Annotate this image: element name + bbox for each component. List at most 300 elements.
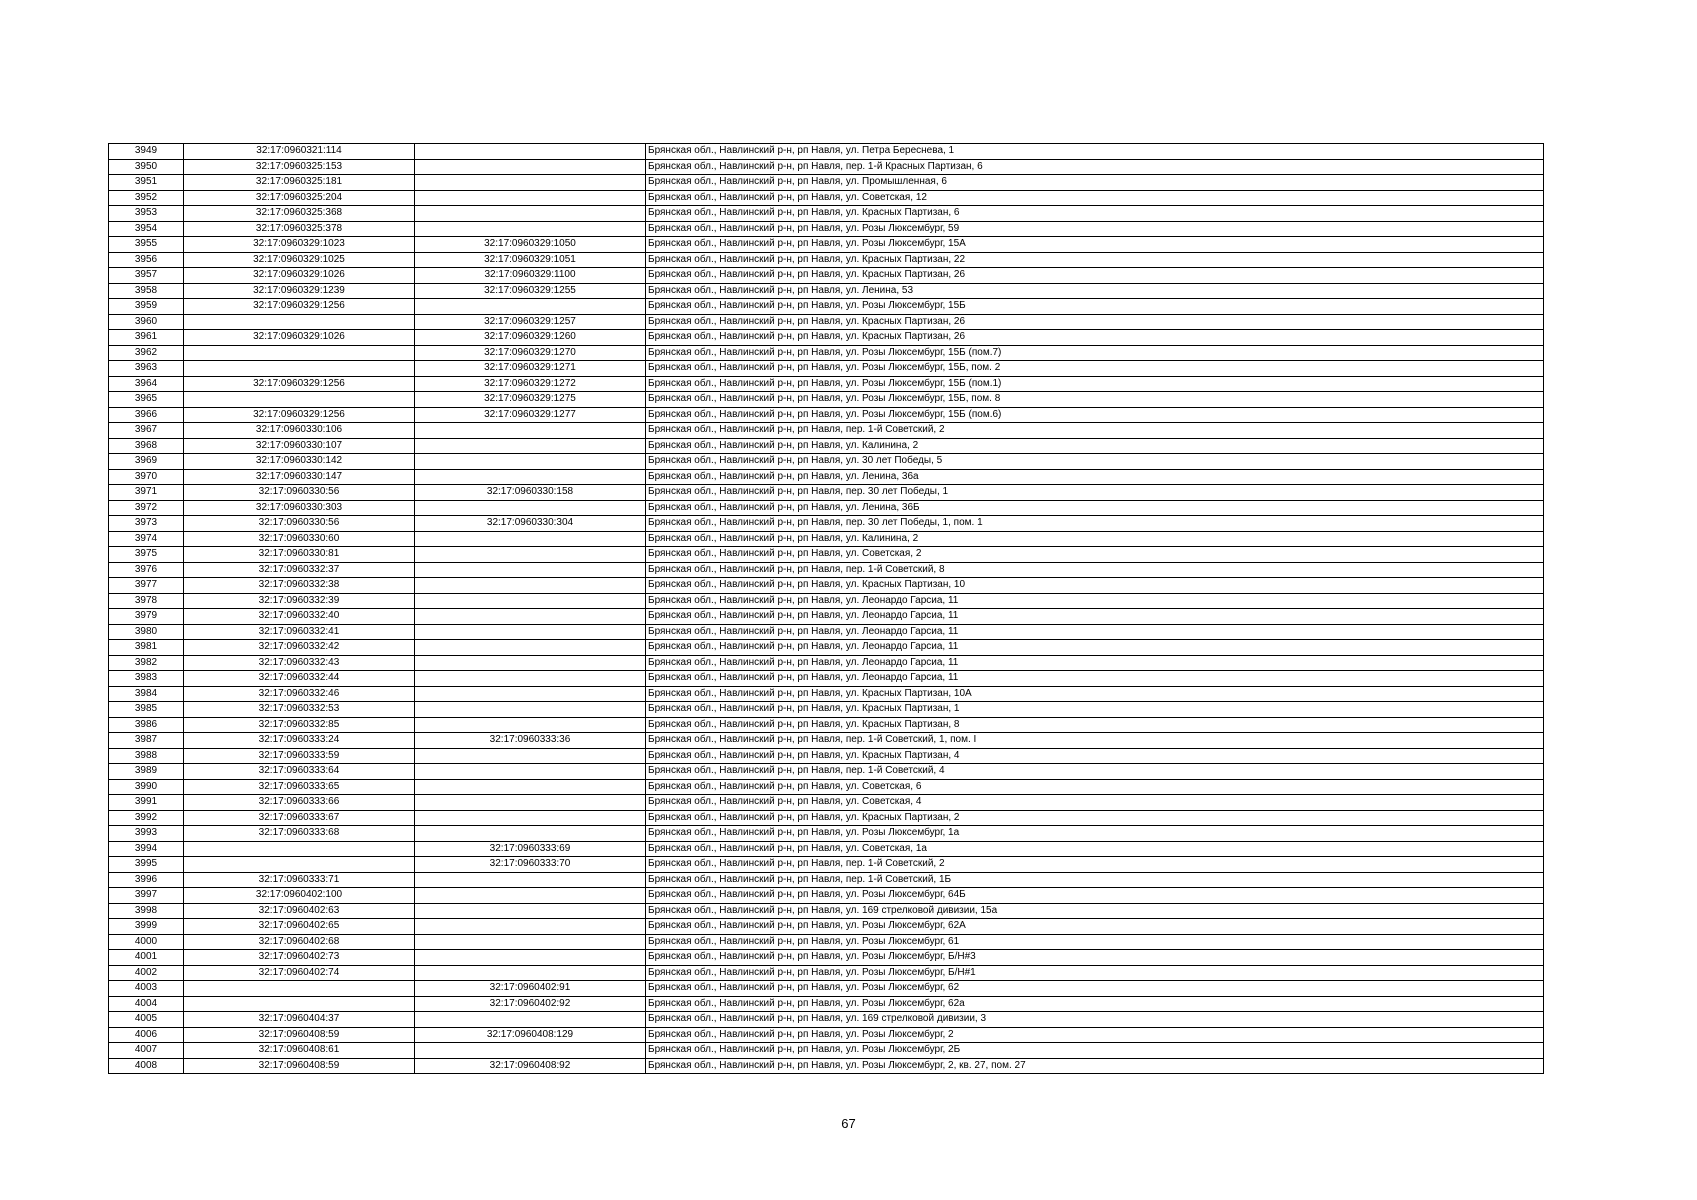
address-cell: Брянская обл., Навлинский р-н, рп Навля, пер. 1-й Советский, 4 (646, 764, 1544, 780)
table-row (109, 330, 1544, 346)
cadastral-number-cell: 32:17:0960333:59 (184, 748, 415, 764)
row-number-cell: 3960 (109, 314, 184, 330)
address-cell: Брянская обл., Навлинский р-н, рп Навля, ул. Розы Люксембург, 2, кв. 27, пом. 27 (646, 1058, 1544, 1074)
related-cadastral-number-cell: 32:17:0960333:69 (415, 841, 646, 857)
cadastral-number-cell: 32:17:0960330:56 (184, 485, 415, 501)
row-number-cell: 3965 (109, 392, 184, 408)
address-cell: Брянская обл., Навлинский р-н, рп Навля, пер. 1-й Советский, 8 (646, 562, 1544, 578)
related-cadastral-number-cell (415, 1043, 646, 1059)
row-number-cell: 3989 (109, 764, 184, 780)
row-number-cell: 3985 (109, 702, 184, 718)
related-cadastral-number-cell (415, 609, 646, 625)
related-cadastral-number-cell (415, 903, 646, 919)
related-cadastral-number-cell (415, 206, 646, 222)
related-cadastral-number-cell (415, 965, 646, 981)
cadastral-number-cell: 32:17:0960329:1023 (184, 237, 415, 253)
table-row (109, 237, 1544, 253)
address-cell: Брянская обл., Навлинский р-н, рп Навля, ул. Советская, 4 (646, 795, 1544, 811)
address-cell: Брянская обл., Навлинский р-н, рп Навля, ул. Розы Люксембург, Б/Н#1 (646, 965, 1544, 981)
related-cadastral-number-cell (415, 888, 646, 904)
table-row (109, 795, 1544, 811)
address-cell: Брянская обл., Навлинский р-н, рп Навля, ул. Розы Люксембург, Б/Н#3 (646, 950, 1544, 966)
table-row (109, 1012, 1544, 1028)
row-number-cell: 4008 (109, 1058, 184, 1074)
cadastral-table (108, 143, 1544, 1074)
row-number-cell: 3958 (109, 283, 184, 299)
row-number-cell: 3950 (109, 159, 184, 175)
cadastral-number-cell: 32:17:0960330:106 (184, 423, 415, 439)
table-row (109, 469, 1544, 485)
address-cell: Брянская обл., Навлинский р-н, рп Навля, ул. Советская, 1а (646, 841, 1544, 857)
cadastral-number-cell: 32:17:0960321:114 (184, 144, 415, 160)
table-row (109, 609, 1544, 625)
address-cell: Брянская обл., Навлинский р-н, рп Навля, ул. Розы Люксембург, 15А (646, 237, 1544, 253)
address-cell: Брянская обл., Навлинский р-н, рп Навля, ул. Розы Люксембург, 59 (646, 221, 1544, 237)
address-cell: Брянская обл., Навлинский р-н, рп Навля, ул. Красных Партизан, 4 (646, 748, 1544, 764)
cadastral-number-cell: 32:17:0960332:40 (184, 609, 415, 625)
row-number-cell: 3967 (109, 423, 184, 439)
table-row (109, 950, 1544, 966)
table-row (109, 686, 1544, 702)
address-cell: Брянская обл., Навлинский р-н, рп Навля, ул. Ленина, 36а (646, 469, 1544, 485)
row-number-cell: 3987 (109, 733, 184, 749)
cadastral-number-cell (184, 981, 415, 997)
row-number-cell: 3975 (109, 547, 184, 563)
related-cadastral-number-cell (415, 717, 646, 733)
related-cadastral-number-cell (415, 500, 646, 516)
row-number-cell: 3991 (109, 795, 184, 811)
related-cadastral-number-cell (415, 779, 646, 795)
table-row (109, 717, 1544, 733)
table-row (109, 934, 1544, 950)
address-cell: Брянская обл., Навлинский р-н, рп Навля, ул. Советская, 2 (646, 547, 1544, 563)
related-cadastral-number-cell: 32:17:0960402:92 (415, 996, 646, 1012)
row-number-cell: 3992 (109, 810, 184, 826)
cadastral-number-cell: 32:17:0960408:59 (184, 1058, 415, 1074)
table-row (109, 655, 1544, 671)
row-number-cell: 3973 (109, 516, 184, 532)
table-row (109, 547, 1544, 563)
address-cell: Брянская обл., Навлинский р-н, рп Навля, ул. Розы Люксембург, 15Б (пом.6) (646, 407, 1544, 423)
cadastral-number-cell (184, 314, 415, 330)
related-cadastral-number-cell (415, 159, 646, 175)
cadastral-number-cell (184, 996, 415, 1012)
related-cadastral-number-cell (415, 190, 646, 206)
address-cell: Брянская обл., Навлинский р-н, рп Навля, ул. Леонардо Гарсиа, 11 (646, 671, 1544, 687)
cadastral-number-cell: 32:17:0960329:1239 (184, 283, 415, 299)
row-number-cell: 3984 (109, 686, 184, 702)
cadastral-number-cell: 32:17:0960329:1256 (184, 376, 415, 392)
cadastral-number-cell: 32:17:0960402:68 (184, 934, 415, 950)
row-number-cell: 3951 (109, 175, 184, 191)
related-cadastral-number-cell: 32:17:0960329:1277 (415, 407, 646, 423)
row-number-cell: 3957 (109, 268, 184, 284)
related-cadastral-number-cell (415, 547, 646, 563)
related-cadastral-number-cell: 32:17:0960329:1050 (415, 237, 646, 253)
address-cell: Брянская обл., Навлинский р-н, рп Навля, ул. Красных Партизан, 1 (646, 702, 1544, 718)
cadastral-number-cell: 32:17:0960402:73 (184, 950, 415, 966)
address-cell: Брянская обл., Навлинский р-н, рп Навля, пер. 1-й Красных Партизан, 6 (646, 159, 1544, 175)
cadastral-number-cell: 32:17:0960325:153 (184, 159, 415, 175)
table-row (109, 454, 1544, 470)
cadastral-number-cell: 32:17:0960332:42 (184, 640, 415, 656)
cadastral-number-cell: 32:17:0960408:61 (184, 1043, 415, 1059)
address-cell: Брянская обл., Навлинский р-н, рп Навля, ул. Красных Партизан, 8 (646, 717, 1544, 733)
related-cadastral-number-cell (415, 578, 646, 594)
table-row (109, 857, 1544, 873)
row-number-cell: 3972 (109, 500, 184, 516)
address-cell: Брянская обл., Навлинский р-н, рп Навля, ул. Розы Люксембург, 15Б, пом. 8 (646, 392, 1544, 408)
address-cell: Брянская обл., Навлинский р-н, рп Навля, пер. 1-й Советский, 1, пом. I (646, 733, 1544, 749)
table-row (109, 578, 1544, 594)
address-cell: Брянская обл., Навлинский р-н, рп Навля, ул. Леонардо Гарсиа, 11 (646, 593, 1544, 609)
cadastral-number-cell: 32:17:0960333:65 (184, 779, 415, 795)
related-cadastral-number-cell (415, 1012, 646, 1028)
cadastral-number-cell: 32:17:0960332:53 (184, 702, 415, 718)
address-cell: Брянская обл., Навлинский р-н, рп Навля, ул. Розы Люксембург, 15Б (646, 299, 1544, 315)
table-row (109, 702, 1544, 718)
row-number-cell: 4005 (109, 1012, 184, 1028)
related-cadastral-number-cell: 32:17:0960329:1272 (415, 376, 646, 392)
row-number-cell: 3953 (109, 206, 184, 222)
related-cadastral-number-cell: 32:17:0960329:1257 (415, 314, 646, 330)
table-row (109, 531, 1544, 547)
row-number-cell: 3990 (109, 779, 184, 795)
related-cadastral-number-cell (415, 562, 646, 578)
address-cell: Брянская обл., Навлинский р-н, рп Навля, ул. Красных Партизан, 2 (646, 810, 1544, 826)
row-number-cell: 4007 (109, 1043, 184, 1059)
related-cadastral-number-cell: 32:17:0960402:91 (415, 981, 646, 997)
address-cell: Брянская обл., Навлинский р-н, рп Навля, ул. Розы Люксембург, 2Б (646, 1043, 1544, 1059)
row-number-cell: 3963 (109, 361, 184, 377)
row-number-cell: 4001 (109, 950, 184, 966)
address-cell: Брянская обл., Навлинский р-н, рп Навля, ул. Советская, 12 (646, 190, 1544, 206)
table-row (109, 345, 1544, 361)
related-cadastral-number-cell (415, 423, 646, 439)
table-row (109, 1058, 1544, 1074)
address-cell: Брянская обл., Навлинский р-н, рп Навля, пер. 1-й Советский, 2 (646, 857, 1544, 873)
table-row (109, 624, 1544, 640)
table-row (109, 190, 1544, 206)
row-number-cell: 3999 (109, 919, 184, 935)
row-number-cell: 3997 (109, 888, 184, 904)
related-cadastral-number-cell (415, 454, 646, 470)
address-cell: Брянская обл., Навлинский р-н, рп Навля, пер. 30 лет Победы, 1, пом. 1 (646, 516, 1544, 532)
address-cell: Брянская обл., Навлинский р-н, рп Навля, ул. Ленина, 53 (646, 283, 1544, 299)
row-number-cell: 3949 (109, 144, 184, 160)
cadastral-number-cell: 32:17:0960333:66 (184, 795, 415, 811)
related-cadastral-number-cell (415, 950, 646, 966)
cadastral-number-cell: 32:17:0960332:38 (184, 578, 415, 594)
cadastral-number-cell: 32:17:0960333:24 (184, 733, 415, 749)
row-number-cell: 3994 (109, 841, 184, 857)
cadastral-number-cell: 32:17:0960332:85 (184, 717, 415, 733)
address-cell: Брянская обл., Навлинский р-н, рп Навля, ул. Леонардо Гарсиа, 11 (646, 609, 1544, 625)
related-cadastral-number-cell (415, 764, 646, 780)
row-number-cell: 3998 (109, 903, 184, 919)
related-cadastral-number-cell (415, 702, 646, 718)
related-cadastral-number-cell (415, 299, 646, 315)
table-row (109, 252, 1544, 268)
cadastral-number-cell (184, 841, 415, 857)
row-number-cell: 3996 (109, 872, 184, 888)
address-cell: Брянская обл., Навлинский р-н, рп Навля, ул. Леонардо Гарсиа, 11 (646, 640, 1544, 656)
cadastral-number-cell: 32:17:0960332:44 (184, 671, 415, 687)
related-cadastral-number-cell (415, 438, 646, 454)
cadastral-number-cell: 32:17:0960333:67 (184, 810, 415, 826)
cadastral-number-cell: 32:17:0960325:181 (184, 175, 415, 191)
address-cell: Брянская обл., Навлинский р-н, рп Навля, ул. Красных Партизан, 22 (646, 252, 1544, 268)
cadastral-number-cell (184, 857, 415, 873)
row-number-cell: 3995 (109, 857, 184, 873)
table-row (109, 221, 1544, 237)
row-number-cell: 3956 (109, 252, 184, 268)
address-cell: Брянская обл., Навлинский р-н, рп Навля, ул. Красных Партизан, 6 (646, 206, 1544, 222)
address-cell: Брянская обл., Навлинский р-н, рп Навля, ул. Советская, 6 (646, 779, 1544, 795)
row-number-cell: 3964 (109, 376, 184, 392)
cadastral-number-cell: 32:17:0960402:63 (184, 903, 415, 919)
related-cadastral-number-cell: 32:17:0960329:1260 (415, 330, 646, 346)
address-cell: Брянская обл., Навлинский р-н, рп Навля, ул. 30 лет Победы, 5 (646, 454, 1544, 470)
row-number-cell: 3970 (109, 469, 184, 485)
table-row (109, 314, 1544, 330)
related-cadastral-number-cell (415, 144, 646, 160)
table-row (109, 764, 1544, 780)
address-cell: Брянская обл., Навлинский р-н, рп Навля, ул. Розы Люксембург, 2 (646, 1027, 1544, 1043)
row-number-cell: 3961 (109, 330, 184, 346)
row-number-cell: 3969 (109, 454, 184, 470)
table-row (109, 516, 1544, 532)
table-row (109, 671, 1544, 687)
cadastral-number-cell: 32:17:0960332:41 (184, 624, 415, 640)
cadastral-number-cell: 32:17:0960333:64 (184, 764, 415, 780)
related-cadastral-number-cell (415, 469, 646, 485)
address-cell: Брянская обл., Навлинский р-н, рп Навля, ул. Красных Партизан, 26 (646, 330, 1544, 346)
row-number-cell: 4003 (109, 981, 184, 997)
cadastral-number-cell: 32:17:0960329:1256 (184, 299, 415, 315)
address-cell: Брянская обл., Навлинский р-н, рп Навля, ул. 169 стрелковой дивизии, 15а (646, 903, 1544, 919)
related-cadastral-number-cell (415, 531, 646, 547)
row-number-cell: 3968 (109, 438, 184, 454)
row-number-cell: 3959 (109, 299, 184, 315)
address-cell: Брянская обл., Навлинский р-н, рп Навля, ул. Промышленная, 6 (646, 175, 1544, 191)
related-cadastral-number-cell (415, 810, 646, 826)
related-cadastral-number-cell: 32:17:0960329:1270 (415, 345, 646, 361)
cadastral-number-cell: 32:17:0960333:71 (184, 872, 415, 888)
related-cadastral-number-cell (415, 795, 646, 811)
cadastral-number-cell: 32:17:0960329:1026 (184, 330, 415, 346)
table-row (109, 268, 1544, 284)
cadastral-number-cell: 32:17:0960325:378 (184, 221, 415, 237)
row-number-cell: 3981 (109, 640, 184, 656)
cadastral-number-cell: 32:17:0960330:81 (184, 547, 415, 563)
table-row (109, 485, 1544, 501)
table-row (109, 640, 1544, 656)
related-cadastral-number-cell (415, 624, 646, 640)
related-cadastral-number-cell (415, 175, 646, 191)
table-row (109, 1043, 1544, 1059)
table-row (109, 438, 1544, 454)
address-cell: Брянская обл., Навлинский р-н, рп Навля, ул. Красных Партизан, 26 (646, 314, 1544, 330)
related-cadastral-number-cell: 32:17:0960330:158 (415, 485, 646, 501)
cadastral-number-cell: 32:17:0960408:59 (184, 1027, 415, 1043)
table-row (109, 175, 1544, 191)
address-cell: Брянская обл., Навлинский р-н, рп Навля, ул. Розы Люксембург, 62а (646, 996, 1544, 1012)
table-row (109, 361, 1544, 377)
address-cell: Брянская обл., Навлинский р-н, рп Навля, пер. 1-й Советский, 1Б (646, 872, 1544, 888)
cadastral-number-cell: 32:17:0960329:1256 (184, 407, 415, 423)
address-cell: Брянская обл., Навлинский р-н, рп Навля, пер. 30 лет Победы, 1 (646, 485, 1544, 501)
related-cadastral-number-cell: 32:17:0960329:1275 (415, 392, 646, 408)
cadastral-number-cell: 32:17:0960332:43 (184, 655, 415, 671)
cadastral-number-cell: 32:17:0960330:142 (184, 454, 415, 470)
row-number-cell: 3962 (109, 345, 184, 361)
row-number-cell: 3979 (109, 609, 184, 625)
row-number-cell: 3986 (109, 717, 184, 733)
related-cadastral-number-cell (415, 934, 646, 950)
cadastral-number-cell: 32:17:0960332:39 (184, 593, 415, 609)
related-cadastral-number-cell: 32:17:0960333:36 (415, 733, 646, 749)
row-number-cell: 3993 (109, 826, 184, 842)
related-cadastral-number-cell: 32:17:0960329:1051 (415, 252, 646, 268)
address-cell: Брянская обл., Навлинский р-н, рп Навля, ул. Розы Люксембург, 62А (646, 919, 1544, 935)
row-number-cell: 3983 (109, 671, 184, 687)
address-cell: Брянская обл., Навлинский р-н, рп Навля, ул. Калинина, 2 (646, 531, 1544, 547)
table-row (109, 903, 1544, 919)
cadastral-number-cell (184, 392, 415, 408)
table-row (109, 841, 1544, 857)
table-row (109, 965, 1544, 981)
row-number-cell: 3971 (109, 485, 184, 501)
table-row (109, 733, 1544, 749)
cadastral-number-cell: 32:17:0960333:68 (184, 826, 415, 842)
related-cadastral-number-cell (415, 686, 646, 702)
related-cadastral-number-cell: 32:17:0960329:1100 (415, 268, 646, 284)
table-row (109, 981, 1544, 997)
cadastral-number-cell: 32:17:0960330:107 (184, 438, 415, 454)
row-number-cell: 4000 (109, 934, 184, 950)
table-row (109, 996, 1544, 1012)
address-cell: Брянская обл., Навлинский р-н, рп Навля, ул. 169 стрелковой дивизии, 3 (646, 1012, 1544, 1028)
cadastral-number-cell: 32:17:0960330:303 (184, 500, 415, 516)
table-row (109, 299, 1544, 315)
table-row (109, 810, 1544, 826)
table-row (109, 423, 1544, 439)
row-number-cell: 4004 (109, 996, 184, 1012)
table-row (109, 872, 1544, 888)
row-number-cell: 3982 (109, 655, 184, 671)
table-row (109, 392, 1544, 408)
address-cell: Брянская обл., Навлинский р-н, рп Навля, ул. Петра Береснева, 1 (646, 144, 1544, 160)
cadastral-number-cell: 32:17:0960325:204 (184, 190, 415, 206)
row-number-cell: 3974 (109, 531, 184, 547)
related-cadastral-number-cell (415, 748, 646, 764)
row-number-cell: 3954 (109, 221, 184, 237)
address-cell: Брянская обл., Навлинский р-н, рп Навля, ул. Розы Люксембург, 15Б (пом.1) (646, 376, 1544, 392)
cadastral-number-cell: 32:17:0960402:65 (184, 919, 415, 935)
address-cell: Брянская обл., Навлинский р-н, рп Навля, ул. Ленина, 36Б (646, 500, 1544, 516)
related-cadastral-number-cell: 32:17:0960330:304 (415, 516, 646, 532)
cadastral-number-cell: 32:17:0960329:1026 (184, 268, 415, 284)
row-number-cell: 3988 (109, 748, 184, 764)
address-cell: Брянская обл., Навлинский р-н, рп Навля, ул. Красных Партизан, 10 (646, 578, 1544, 594)
address-cell: Брянская обл., Навлинский р-н, рп Навля, ул. Красных Партизан, 26 (646, 268, 1544, 284)
cadastral-number-cell: 32:17:0960402:74 (184, 965, 415, 981)
table-row (109, 779, 1544, 795)
address-cell: Брянская обл., Навлинский р-н, рп Навля, ул. Розы Люксембург, 15Б (пом.7) (646, 345, 1544, 361)
related-cadastral-number-cell (415, 671, 646, 687)
cadastral-number-cell: 32:17:0960332:46 (184, 686, 415, 702)
table-row (109, 500, 1544, 516)
cadastral-number-cell: 32:17:0960325:368 (184, 206, 415, 222)
row-number-cell: 4002 (109, 965, 184, 981)
related-cadastral-number-cell: 32:17:0960329:1271 (415, 361, 646, 377)
table-row (109, 919, 1544, 935)
address-cell: Брянская обл., Навлинский р-н, рп Навля, ул. Красных Партизан, 10А (646, 686, 1544, 702)
address-cell: Брянская обл., Навлинский р-н, рп Навля, ул. Розы Люксембург, 64Б (646, 888, 1544, 904)
table-row (109, 593, 1544, 609)
related-cadastral-number-cell (415, 919, 646, 935)
related-cadastral-number-cell: 32:17:0960329:1255 (415, 283, 646, 299)
related-cadastral-number-cell: 32:17:0960408:129 (415, 1027, 646, 1043)
cadastral-number-cell (184, 361, 415, 377)
row-number-cell: 3978 (109, 593, 184, 609)
table-row (109, 376, 1544, 392)
cadastral-number-cell (184, 345, 415, 361)
table-row (109, 407, 1544, 423)
address-cell: Брянская обл., Навлинский р-н, рп Навля, ул. Розы Люксембург, 62 (646, 981, 1544, 997)
address-cell: Брянская обл., Навлинский р-н, рп Навля, ул. Леонардо Гарсиа, 11 (646, 655, 1544, 671)
address-cell: Брянская обл., Навлинский р-н, рп Навля, ул. Розы Люксембург, 1а (646, 826, 1544, 842)
table-row (109, 206, 1544, 222)
table-row (109, 283, 1544, 299)
row-number-cell: 3977 (109, 578, 184, 594)
table-row (109, 1027, 1544, 1043)
row-number-cell: 3952 (109, 190, 184, 206)
related-cadastral-number-cell: 32:17:0960408:92 (415, 1058, 646, 1074)
table-body (109, 144, 1544, 1074)
related-cadastral-number-cell (415, 593, 646, 609)
row-number-cell: 3955 (109, 237, 184, 253)
page-number: 67 (841, 1116, 856, 1131)
cadastral-number-cell: 32:17:0960330:147 (184, 469, 415, 485)
cadastral-number-cell: 32:17:0960404:37 (184, 1012, 415, 1028)
table-row (109, 562, 1544, 578)
table-row (109, 826, 1544, 842)
related-cadastral-number-cell: 32:17:0960333:70 (415, 857, 646, 873)
address-cell: Брянская обл., Навлинский р-н, рп Навля, ул. Розы Люксембург, 61 (646, 934, 1544, 950)
address-cell: Брянская обл., Навлинский р-н, рп Навля, ул. Леонардо Гарсиа, 11 (646, 624, 1544, 640)
cadastral-number-cell: 32:17:0960330:56 (184, 516, 415, 532)
related-cadastral-number-cell (415, 221, 646, 237)
row-number-cell: 4006 (109, 1027, 184, 1043)
cadastral-number-cell: 32:17:0960402:100 (184, 888, 415, 904)
cadastral-number-cell: 32:17:0960332:37 (184, 562, 415, 578)
address-cell: Брянская обл., Навлинский р-н, рп Навля, пер. 1-й Советский, 2 (646, 423, 1544, 439)
table-row (109, 159, 1544, 175)
related-cadastral-number-cell (415, 872, 646, 888)
table-row (109, 748, 1544, 764)
row-number-cell: 3966 (109, 407, 184, 423)
table-row (109, 144, 1544, 160)
address-cell: Брянская обл., Навлинский р-н, рп Навля, ул. Калинина, 2 (646, 438, 1544, 454)
row-number-cell: 3980 (109, 624, 184, 640)
row-number-cell: 3976 (109, 562, 184, 578)
table-row (109, 888, 1544, 904)
related-cadastral-number-cell (415, 826, 646, 842)
related-cadastral-number-cell (415, 640, 646, 656)
cadastral-number-cell: 32:17:0960329:1025 (184, 252, 415, 268)
